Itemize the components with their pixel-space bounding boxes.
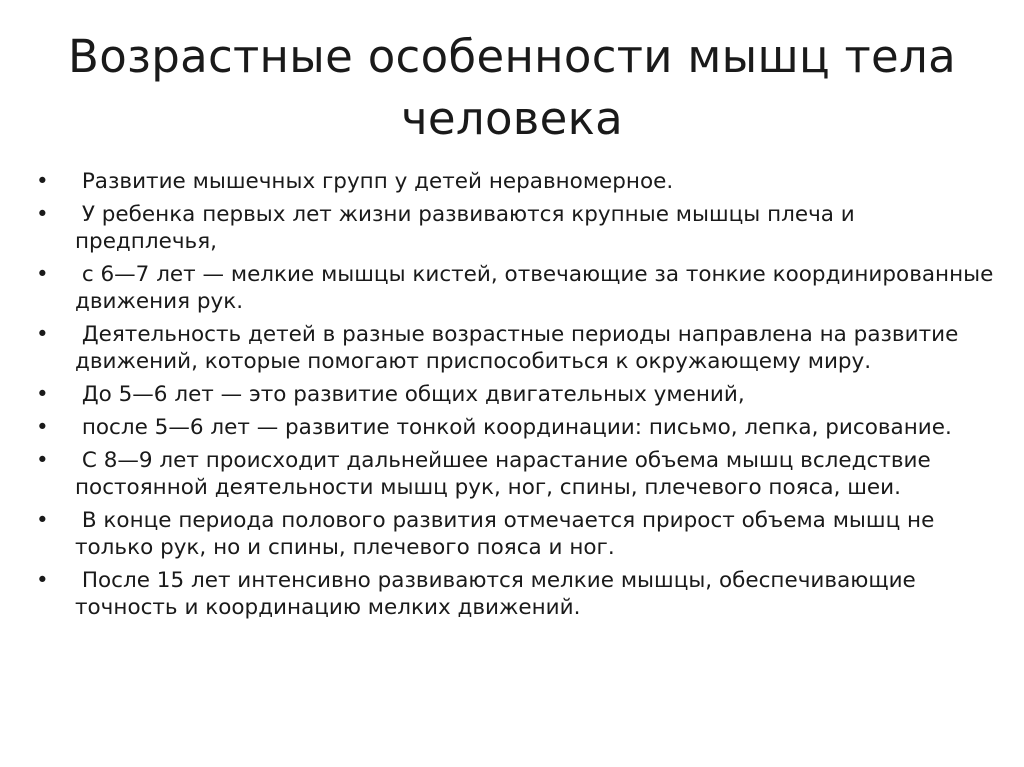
bullet-text: Развитие мышечных групп у детей неравномерное. <box>75 169 674 194</box>
bullet-list <box>36 168 1001 627</box>
bullet-text: с 6—7 лет — мелкие мышцы кистей, отвечающие за тонкие координированные движения рук. <box>75 262 1001 314</box>
bullet-item <box>36 321 996 375</box>
bullet-text: В конце периода полового развития отмечается прирост объема мышц не только рук, но и спины, плечевого пояса и ног. <box>75 508 942 560</box>
bullet-text: У ребенка первых лет жизни развиваются крупные мышцы плеча и предплечья, <box>75 202 862 254</box>
bullet-marker: • <box>36 382 49 407</box>
bullet-marker: • <box>36 262 49 287</box>
bullet-marker: • <box>36 508 49 533</box>
bullet-text: После 15 лет интенсивно развиваются мелкие мышцы, обеспечивающие точность и координацию мелких движений. <box>75 568 923 620</box>
bullet-item <box>36 261 1001 315</box>
bullet-item <box>36 168 996 195</box>
bullet-text: Деятельность детей в разные возрастные периоды направлена на развитие движений, которые помогают приспособиться к окружающему миру. <box>75 322 966 374</box>
bullet-item <box>36 381 996 408</box>
slide-title: Возрастные особенности мышц тела человека <box>68 30 956 145</box>
bullet-text: До 5—6 лет — это развитие общих двигательных умений, <box>75 382 745 407</box>
bullet-marker: • <box>36 448 49 473</box>
bullet-item <box>36 201 996 255</box>
bullet-marker: • <box>36 169 49 194</box>
bullet-item <box>36 567 996 621</box>
bullet-item <box>36 414 996 441</box>
bullet-item <box>36 447 996 501</box>
bullet-marker: • <box>36 415 49 440</box>
bullet-marker: • <box>36 322 49 347</box>
bullet-text: после 5—6 лет — развитие тонкой координации: письмо, лепка, рисование. <box>75 415 952 440</box>
bullet-text: С 8—9 лет происходит дальнейшее нарастание объема мышц вследствие постоянной деятельности мышц рук, ног, спины, плечевого пояса, шеи. <box>75 448 938 500</box>
bullet-marker: • <box>36 568 49 593</box>
bullet-marker: • <box>36 202 49 227</box>
bullet-item <box>36 507 996 561</box>
